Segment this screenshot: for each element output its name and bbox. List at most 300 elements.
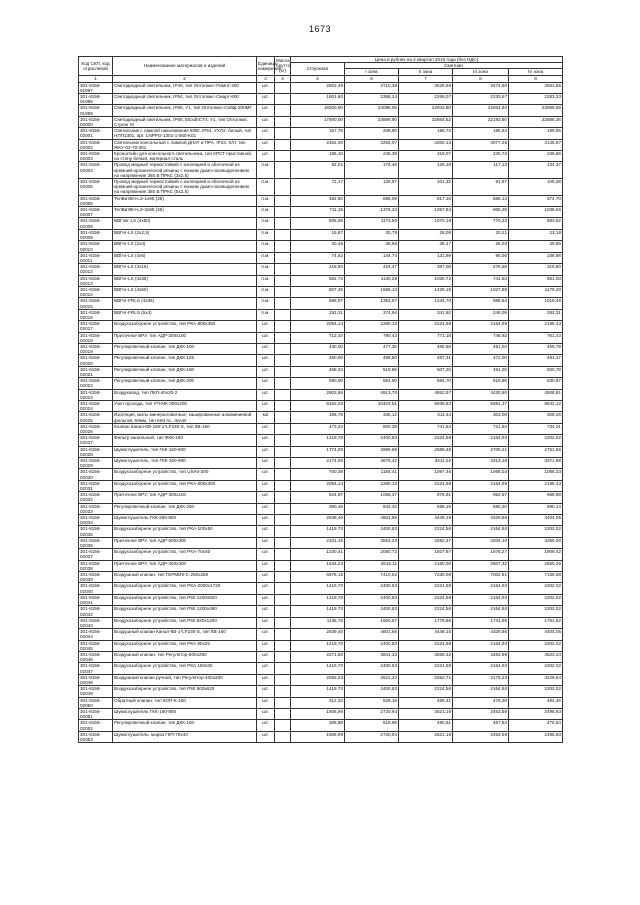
row-name: ВВГнг-FRLS (5х4) [113, 309, 257, 320]
row-price-zone-2: 3262,71 [399, 674, 453, 685]
row-price-zone-3: 741,83 [453, 275, 509, 286]
row-mass [275, 264, 291, 275]
row-price-zone-3: 117,13 [453, 162, 509, 179]
row-price-zone-4: 2550,28 [509, 560, 563, 571]
row-mass [275, 309, 291, 320]
row-price-zone-3: 2164,93 [453, 435, 509, 446]
row-price-zone-3: 2164,93 [453, 583, 509, 594]
row-price-release: 473,23 [291, 423, 345, 434]
row-name: Фильтр канальный, тип ФКК-160 [113, 435, 257, 446]
row-unit: п.м. [257, 179, 275, 196]
row-unit: п.м. [257, 298, 275, 309]
table-row [79, 298, 563, 309]
row-mass [275, 412, 291, 423]
row-price-zone-1: 477,30 [345, 343, 399, 354]
row-price-zone-4: 108,98 [509, 252, 563, 263]
column-index: 4 [275, 75, 291, 82]
row-mass [275, 708, 291, 719]
row-price-zone-4: 2495,63 [509, 708, 563, 719]
row-code: 301-8156-02012 [79, 264, 113, 275]
row-mass [275, 389, 291, 400]
row-name: ВВГнг-LS (4х16) [113, 264, 257, 275]
row-code: 301-8156-02011 [79, 252, 113, 263]
row-mass [275, 572, 291, 583]
row-price-zone-3: 4329,86 [453, 515, 509, 526]
header-zone-4: IV зона [509, 69, 563, 75]
row-price-zone-1: 39,66 [345, 241, 399, 252]
row-price-zone-2: 101,32 [399, 179, 453, 196]
row-mass [275, 515, 291, 526]
row-name: Воздушный клапан Канал-КВ-1*LF230-S, тип КВ-160 [113, 629, 257, 640]
row-code: 301-8156-02040 [79, 583, 113, 594]
row-name: ВВГнг-LS (4х6) [113, 252, 257, 263]
row-name: Воздухозаборное устройство, тип РКА-500х300 [113, 480, 257, 491]
row-name: Воздухозаборное устройство, тип USAV-200 [113, 469, 257, 480]
row-name: Шумоглушитель ГКК-160-900 [113, 708, 257, 719]
row-price-zone-4: 319,60 [509, 264, 563, 275]
table-row [79, 229, 563, 240]
row-price-release: 450,00 [291, 355, 345, 366]
row-price-zone-2: 2160,00 [399, 560, 453, 571]
row-code: 301-8156-02028 [79, 446, 113, 457]
row-price-zone-4: 1038,56 [509, 207, 563, 218]
row-name: Узел прохода, тип УП-МК-300х200 [113, 400, 257, 411]
row-price-release: 1419,70 [291, 663, 345, 674]
row-price-zone-3: 586,13 [453, 195, 509, 206]
row-price-release: 6678,15 [291, 572, 345, 583]
row-name: Воздухозаборное устройство, тип РКА-2000х1720 [113, 583, 257, 594]
row-price-zone-1: 3553,23 [345, 537, 399, 548]
row-mass [275, 162, 291, 179]
table-row [79, 195, 563, 206]
row-price-zone-3: 467,63 [453, 720, 509, 731]
row-mass [275, 686, 291, 697]
column-index: 6 [345, 75, 399, 82]
row-price-zone-2: 36,17 [399, 241, 453, 252]
row-price-release: 1608,99 [291, 731, 345, 742]
row-mass [275, 606, 291, 617]
table-row [79, 82, 563, 93]
row-name: Шумоглушитель ГКК-250-800 [113, 515, 257, 526]
row-price-zone-4: 851,03 [509, 275, 563, 286]
row-unit: шт. [257, 731, 275, 742]
row-code: 301-8156-02049 [79, 686, 113, 697]
row-name: Провод медный термостойкий с изоляцией и оболочкой из кремний-органической резины с низким дымо-газовыделением на напряжение 380 В ПРКС (5х2,5) [113, 179, 257, 196]
table-row [79, 332, 563, 343]
row-price-release: 1601,60 [291, 94, 345, 105]
row-price-zone-4: 3229,64 [509, 674, 563, 685]
row-price-release: 698,07 [291, 298, 345, 309]
row-price-zone-2: 2521,19 [399, 708, 453, 719]
row-unit: шт. [257, 435, 275, 446]
row-mass [275, 218, 291, 229]
row-price-zone-2: 311,44 [399, 412, 453, 423]
row-code: 301-8156-02018 [79, 332, 113, 343]
row-price-release: 1135,76 [291, 617, 345, 628]
row-price-zone-3: 1731,95 [453, 617, 509, 628]
row-code: 301-8156-02048 [79, 674, 113, 685]
row-price-zone-4: 883,62 [509, 218, 563, 229]
header-price-group: Цена в рублях на 4 квартал 2015 года (без НДС) [291, 57, 563, 63]
row-name: Светильник консольный с лампой ДНаТ и ПРА, IP23, Х/Л, тип ЖКУ-02-70-001 [113, 139, 257, 150]
row-price-zone-4: 2196,43 [509, 480, 563, 491]
row-name: ВВГнг-LS (4х50) [113, 286, 257, 297]
row-code: 301-8156-02003 [79, 151, 113, 162]
table-row [79, 480, 563, 491]
row-price-zone-1: 1056,37 [345, 492, 399, 503]
row-name: Шумоглушитель, тип ГКК-160-800 [113, 446, 257, 457]
header-release: отпускная [291, 63, 345, 75]
row-price-zone-4: 2202,02 [509, 640, 563, 651]
row-price-zone-1: 1378,34 [345, 207, 399, 218]
row-mass [275, 105, 291, 116]
page-number: 1673 [308, 24, 332, 34]
table-row [79, 640, 563, 651]
row-price-zone-4: 4508,81 [509, 389, 563, 400]
row-price-zone-3: 2453,59 [453, 731, 509, 742]
row-unit: п.м. [257, 264, 275, 275]
table-row [79, 321, 563, 332]
table-row [79, 378, 563, 389]
row-mass [275, 640, 291, 651]
row-unit: шт. [257, 446, 275, 457]
table-row [79, 617, 563, 628]
header-estimate: Сметная [345, 63, 563, 69]
row-price-zone-1: 424,47 [345, 264, 399, 275]
row-unit: шт. [257, 697, 275, 708]
row-price-zone-3: 3463,89 [453, 651, 509, 662]
row-price-zone-4: 1086,33 [509, 469, 563, 480]
row-name: Шумоглушитель, тип ГКК-160-900 [113, 458, 257, 469]
row-unit: шт. [257, 640, 275, 651]
row-code: 301-8156-02016 [79, 309, 113, 320]
row-unit: шт. [257, 400, 275, 411]
row-price-zone-1: 2999,99 [345, 446, 399, 457]
row-code: 301-8156-02039 [79, 572, 113, 583]
row-price-release: 1419,70 [291, 435, 345, 446]
row-price-release: 2903,86 [291, 389, 345, 400]
row-price-zone-1: 246,39 [345, 151, 399, 162]
row-mass [275, 286, 291, 297]
row-mass [275, 663, 291, 674]
row-name: Воздухозаборное устройство, тип РКА-800х350 [113, 321, 257, 332]
row-mass [275, 458, 291, 469]
row-code: 301-8156-02043 [79, 617, 113, 628]
row-mass [275, 503, 291, 514]
row-price-release: 8152,03 [291, 400, 345, 411]
row-price-zone-1: 3710,38 [345, 82, 399, 93]
table-row [79, 275, 563, 286]
row-price-zone-1: 144,74 [345, 252, 399, 263]
row-price-zone-2: 2521,19 [399, 731, 453, 742]
row-price-zone-2: 4449,15 [399, 629, 453, 640]
row-code: 301-8156-02041 [79, 594, 113, 605]
row-price-zone-4: 23,18 [509, 229, 563, 240]
row-mass [275, 435, 291, 446]
row-code: 301-8156-02004 [79, 162, 113, 179]
table-row [79, 549, 563, 560]
table-row [79, 469, 563, 480]
row-price-release: 196,76 [291, 412, 345, 423]
row-price-zone-3: 1068,03 [453, 469, 509, 480]
row-price-zone-2: 771,18 [399, 332, 453, 343]
row-price-release: 1419,70 [291, 583, 345, 594]
table-row [79, 674, 563, 685]
row-price-zone-4: 475,64 [509, 720, 563, 731]
row-price-zone-2: 28,08 [399, 229, 453, 240]
row-price-release: 1419,70 [291, 594, 345, 605]
row-mass [275, 321, 291, 332]
row-price-zone-4: 235,86 [509, 151, 563, 162]
row-code: 301-8156-01997 [79, 82, 113, 93]
row-price-release: 711,15 [291, 207, 345, 218]
row-price-zone-1: 1184,41 [345, 469, 399, 480]
row-price-zone-2: 7230,08 [399, 572, 453, 583]
row-price-zone-1: 2400,83 [345, 435, 399, 446]
row-code: 301-8156-02047 [79, 663, 113, 674]
row-mass [275, 446, 291, 457]
row-price-zone-1: 1353,97 [345, 298, 399, 309]
row-price-zone-2: 198,73 [399, 128, 453, 139]
row-price-zone-1: 518,98 [345, 720, 399, 731]
row-price-zone-2: 487,31 [399, 355, 453, 366]
row-code: 301-8156-02021 [79, 366, 113, 377]
row-price-zone-3: 3175,23 [453, 674, 509, 685]
row-price-zone-2: 480,51 [399, 720, 453, 731]
row-price-release: 17900,00 [291, 116, 345, 127]
row-price-zone-4: 761,43 [509, 332, 563, 343]
price-table [78, 56, 563, 743]
row-name: Воздухозаборное устройство, тип Р50 800х620 [113, 686, 257, 697]
row-price-zone-2: 594,70 [399, 378, 453, 389]
row-price-zone-3: 2164,93 [453, 606, 509, 617]
row-mass [275, 378, 291, 389]
table-row [79, 389, 563, 400]
table-row [79, 218, 563, 229]
row-price-release: 468,34 [291, 366, 345, 377]
row-price-release: 1644,23 [291, 560, 345, 571]
table-row [79, 116, 563, 127]
row-price-zone-3: 95,00 [453, 252, 509, 263]
row-price-zone-3: 2453,59 [453, 708, 509, 719]
row-price-zone-1: 178,46 [345, 162, 399, 179]
row-code: 301-8156-02035 [79, 526, 113, 537]
row-price-zone-4: 2202,02 [509, 526, 563, 537]
row-mass [275, 82, 291, 93]
table-row [79, 629, 563, 640]
row-code: 301-8156-02027 [79, 435, 113, 446]
table-row [79, 731, 563, 742]
row-price-zone-2: 2589,49 [399, 446, 453, 457]
row-name: Воздушный клапан, тип Регулятор-500х250 [113, 651, 257, 662]
row-price-zone-2: 978,81 [399, 492, 453, 503]
table-row [79, 128, 563, 139]
row-mass [275, 94, 291, 105]
row-name: ТелВитВН-LS-3х95 (25) [113, 207, 257, 218]
row-mass [275, 480, 291, 491]
row-price-zone-3: 952,57 [453, 492, 509, 503]
row-mass [275, 229, 291, 240]
header-zone-2: II зона [399, 69, 453, 75]
row-price-zone-3: 491,25 [453, 366, 509, 377]
row-mass [275, 583, 291, 594]
row-price-zone-1: 2400,83 [345, 526, 399, 537]
row-name: Воздухозаборное устройство, тип РКА-100х50 [113, 526, 257, 537]
row-code: 301-8156-02006 [79, 195, 113, 206]
table-row [79, 708, 563, 719]
row-mass [275, 343, 291, 354]
row-code: 301-8156-02026 [79, 423, 113, 434]
row-unit: п.м. [257, 286, 275, 297]
table-row [79, 697, 563, 708]
row-name: Воздухозаборное устройство, тип Р50 820х1200 [113, 617, 257, 628]
row-unit: шт. [257, 378, 275, 389]
row-price-zone-4: 23066,58 [509, 105, 563, 116]
row-price-zone-4: 2751,56 [509, 446, 563, 457]
row-price-release: 2462,00 [291, 139, 345, 150]
row-price-release: 2174,00 [291, 458, 345, 469]
row-unit: шт. [257, 321, 275, 332]
row-price-zone-3: 2164,93 [453, 640, 509, 651]
row-price-zone-1: 2400,83 [345, 640, 399, 651]
row-price-release: 590,00 [291, 378, 345, 389]
row-name: Регулировочный клапан, тип ДКК-160 [113, 720, 257, 731]
row-price-release: 2054,14 [291, 321, 345, 332]
row-unit: шт. [257, 560, 275, 571]
row-code: 301-8156-02005 [79, 179, 113, 196]
row-mass [275, 629, 291, 640]
row-price-release: 700,38 [291, 469, 345, 480]
row-unit: шт. [257, 151, 275, 162]
table-row [79, 151, 563, 162]
table-row [79, 264, 563, 275]
row-name: Светодиодный светильник, IP65, ЕЕхdIICT4, У1, тип Оптолюкс Стронг М [113, 116, 257, 127]
row-price-zone-4: 1908,42 [509, 549, 563, 560]
table-row [79, 515, 563, 526]
row-unit: шт. [257, 355, 275, 366]
row-price-zone-3: 721,64 [453, 423, 509, 434]
header-zone-1: I зона [345, 69, 399, 75]
row-name: ТелВитВН-LS-1х95 (25) [113, 195, 257, 206]
row-code: 301-8156-02030 [79, 469, 113, 480]
row-unit: шт. [257, 594, 275, 605]
row-price-zone-4: 4404,05 [509, 629, 563, 640]
row-unit: шт. [257, 480, 275, 491]
row-name: Светодиодный светильник, IP65, У1, тип Оптолюкс-Сейф-200МГ [113, 105, 257, 116]
row-unit: п.м. [257, 162, 275, 179]
row-name: Воздухозаборное устройство, тип Р50 1200х820 [113, 594, 257, 605]
row-price-zone-1: 2400,83 [345, 663, 399, 674]
row-mass [275, 423, 291, 434]
row-mass [275, 617, 291, 628]
row-price-zone-4: 2202,02 [509, 583, 563, 594]
row-name: Шумоглушитель, марка ГКП-70х40 [113, 731, 257, 742]
row-name: ВВГнг-LS (2х4) [113, 241, 257, 252]
row-price-zone-3: 888,64 [453, 298, 509, 309]
table-row [79, 207, 563, 218]
row-code: 301-8156-02008 [79, 218, 113, 229]
row-price-release: 2602,49 [291, 82, 345, 93]
row-price-zone-3: 965,29 [453, 207, 509, 218]
row-price-zone-1: 3256,07 [345, 139, 399, 150]
row-mass [275, 128, 291, 139]
row-name: Регулировочный клапан, тип ДКК-125 [113, 355, 257, 366]
row-price-zone-4: 2202,02 [509, 686, 563, 697]
table-row [79, 537, 563, 548]
row-price-zone-1: 2280,10 [345, 480, 399, 491]
row-code: 301-8156-02015 [79, 298, 113, 309]
row-name: Приточное ВРУ, тип АДР-400х300 [113, 560, 257, 571]
row-mass [275, 492, 291, 503]
row-code: 301-8156-02042 [79, 606, 113, 617]
row-price-zone-1: 528,18 [345, 697, 399, 708]
row-price-zone-2: 129,18 [399, 162, 453, 179]
row-price-zone-2: 1070,19 [399, 218, 453, 229]
row-mass [275, 195, 291, 206]
row-mass [275, 332, 291, 343]
row-price-zone-3: 2164,93 [453, 526, 509, 537]
row-price-zone-2: 1097,46 [399, 469, 453, 480]
row-price-release: 82,01 [291, 162, 345, 179]
row-mass [275, 674, 291, 685]
row-price-zone-4: 7138,58 [509, 572, 563, 583]
row-unit: шт. [257, 94, 275, 105]
table-row [79, 663, 563, 674]
row-name: ВВГнг-LS (2х2,5) [113, 229, 257, 240]
row-unit: шт. [257, 105, 275, 116]
row-price-zone-2: 2224,58 [399, 640, 453, 651]
table-row [79, 606, 563, 617]
table-row [79, 423, 563, 434]
row-price-release: 186,10 [291, 151, 345, 162]
row-name: Регулировочный клапан, тип ДКК-250 [113, 503, 257, 514]
row-price-release: 218,84 [291, 264, 345, 275]
row-price-zone-2: 319,07 [399, 151, 453, 162]
row-code: 301-8156-02038 [79, 560, 113, 571]
row-price-release: 712,10 [291, 332, 345, 343]
row-price-zone-4: 3551,85 [509, 82, 563, 93]
row-price-zone-1: 23699,90 [345, 116, 399, 127]
row-unit: шт. [257, 139, 275, 150]
row-price-zone-1: 2400,83 [345, 583, 399, 594]
row-mass [275, 355, 291, 366]
row-price-zone-3: 770,23 [453, 218, 509, 229]
row-name: Приточное ВРУ, тип АДР-200х100 [113, 332, 257, 343]
row-price-zone-4: 459,79 [509, 343, 563, 354]
row-unit: шт. [257, 686, 275, 697]
row-price-zone-2: 1257,84 [399, 207, 453, 218]
row-price-zone-2: 2224,58 [399, 583, 453, 594]
header-code: Код СКП, код отраслевой [79, 57, 113, 76]
row-price-zone-1: 790,43 [345, 332, 399, 343]
row-price-release: 582,74 [291, 275, 345, 286]
row-name: Регулировочный клапан, тип ДКК-100 [113, 343, 257, 354]
row-code: 301-8156-02007 [79, 207, 113, 218]
row-name: Воздухозаборное устройство, тип РКА 90х25 [113, 640, 257, 651]
row-code: 301-8156-02014 [79, 286, 113, 297]
row-price-zone-1: 336,12 [345, 412, 399, 423]
row-unit: п.м. [257, 229, 275, 240]
row-price-release: 624,87 [291, 492, 345, 503]
row-price-zone-4: 481,17 [509, 355, 563, 366]
row-price-zone-3: 476,28 [453, 697, 509, 708]
row-price-zone-2: 1927,97 [399, 549, 453, 560]
row-price-zone-3: 3077,25 [453, 139, 509, 150]
row-price-zone-1: 1130,28 [345, 275, 399, 286]
row-code: 301-8156-02046 [79, 651, 113, 662]
row-code: 301-8156-02051 [79, 708, 113, 719]
row-code: 301-8156-02001 [79, 128, 113, 139]
